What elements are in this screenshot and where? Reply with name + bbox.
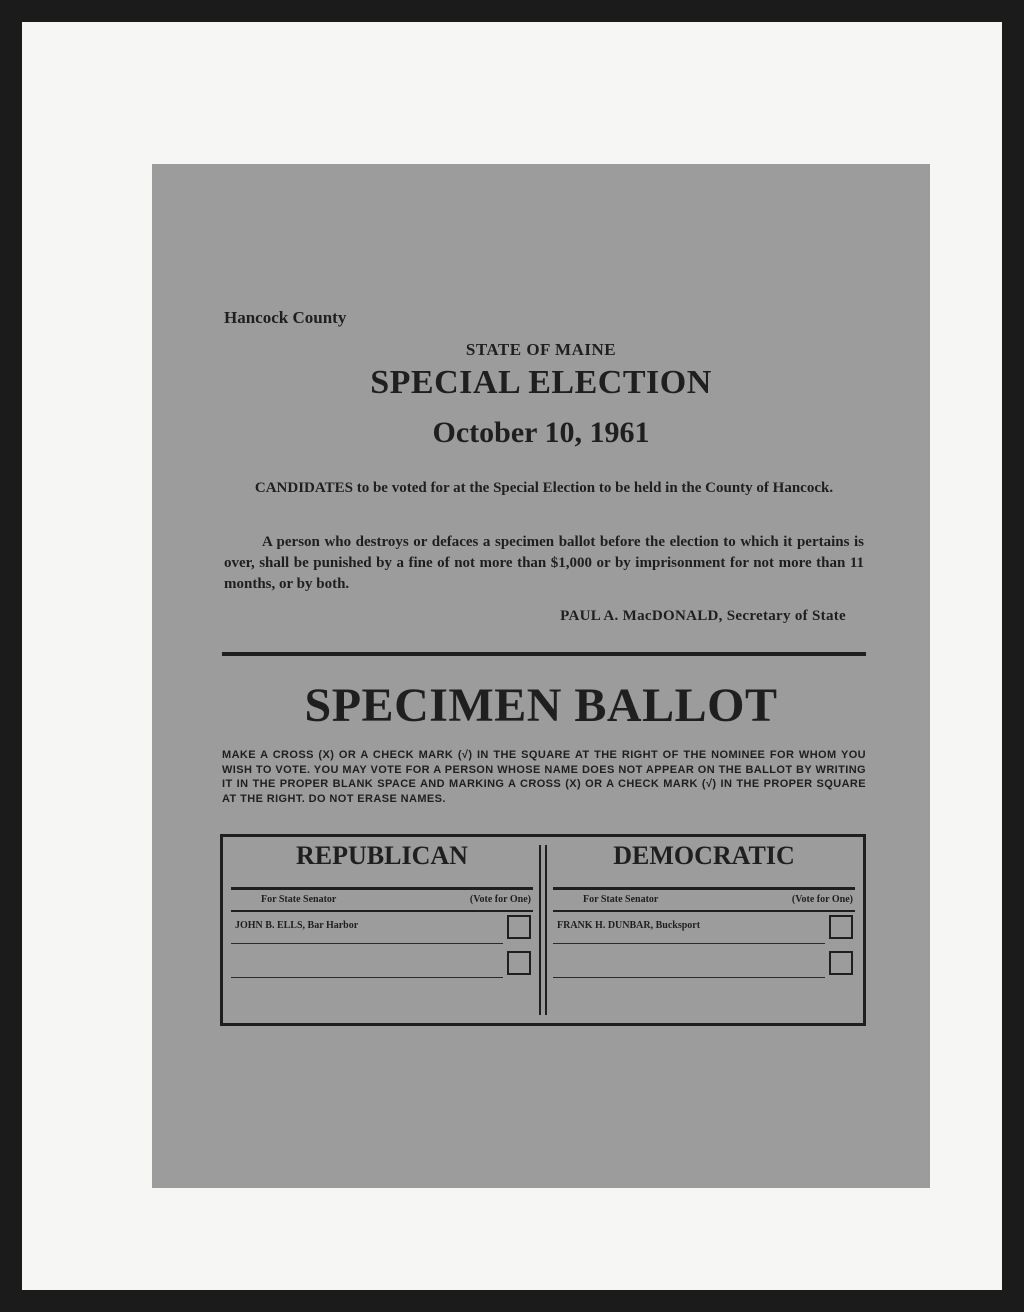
voting-instructions: MAKE A CROSS (X) OR A CHECK MARK (√) IN THE SQUARE AT THE RIGHT OF THE NOMINEE FOR WHOM YOU WISH TO VOTE. YOU MAY VOTE FOR A PERSON WHOSE NAME DOES NOT APPEAR ON THE BALLOT BY WRITING IT IN THE PROPER BLANK SPACE AND MARKING A CROSS (X) OR A CHECK MARK (√) IN THE PROPER SQUARE AT THE RIGHT. DO NOT ERASE NAMES. bbox=[222, 749, 866, 805]
candidate-line bbox=[231, 943, 503, 944]
office-header bbox=[231, 887, 533, 912]
signer-line: PAUL A. MacDONALD, Secretary of State bbox=[560, 608, 846, 624]
vote-checkbox[interactable] bbox=[507, 915, 531, 939]
ballot-box bbox=[220, 834, 866, 1026]
column-divider bbox=[545, 845, 547, 1015]
republican-column bbox=[231, 837, 533, 1023]
candidate-name: JOHN B. ELLS, Bar Harbor bbox=[235, 920, 359, 931]
vote-checkbox[interactable] bbox=[829, 915, 853, 939]
specimen-ballot bbox=[152, 164, 930, 1188]
write-in-checkbox[interactable] bbox=[829, 951, 853, 975]
office-label: For State Senator bbox=[261, 894, 337, 905]
divider-rule bbox=[222, 652, 866, 656]
candidate-line bbox=[553, 943, 825, 944]
democratic-column bbox=[553, 837, 855, 1023]
party-name: REPUBLICAN bbox=[296, 841, 468, 870]
office-label: For State Senator bbox=[583, 894, 659, 905]
vote-for-label: (Vote for One) bbox=[469, 894, 531, 905]
election-date: October 10, 1961 bbox=[432, 416, 650, 449]
document-page bbox=[22, 22, 1002, 1290]
vote-for-label: (Vote for One) bbox=[791, 894, 853, 905]
election-title: SPECIAL ELECTION bbox=[370, 364, 712, 401]
column-divider bbox=[539, 845, 541, 1015]
write-in-line[interactable] bbox=[231, 977, 503, 978]
ballot-title: SPECIMEN BALLOT bbox=[304, 679, 778, 732]
write-in-line[interactable] bbox=[553, 977, 825, 978]
candidate-name: FRANK H. DUNBAR, Bucksport bbox=[557, 920, 701, 931]
candidates-notice: CANDIDATES to be voted for at the Special Election to be held in the County of Hancock. bbox=[254, 480, 834, 496]
penalty-notice: A person who destroys or defaces a specimen ballot before the election to which it pertains is over, shall be punished by a fine of not more than $1,000 or by imprisonment for not more than 11 months, or by both. bbox=[224, 534, 864, 592]
office-header bbox=[553, 887, 855, 912]
write-in-checkbox[interactable] bbox=[507, 951, 531, 975]
state-title: STATE OF MAINE bbox=[465, 340, 617, 359]
county-label: Hancock County bbox=[224, 308, 347, 327]
party-name: DEMOCRATIC bbox=[613, 841, 795, 870]
